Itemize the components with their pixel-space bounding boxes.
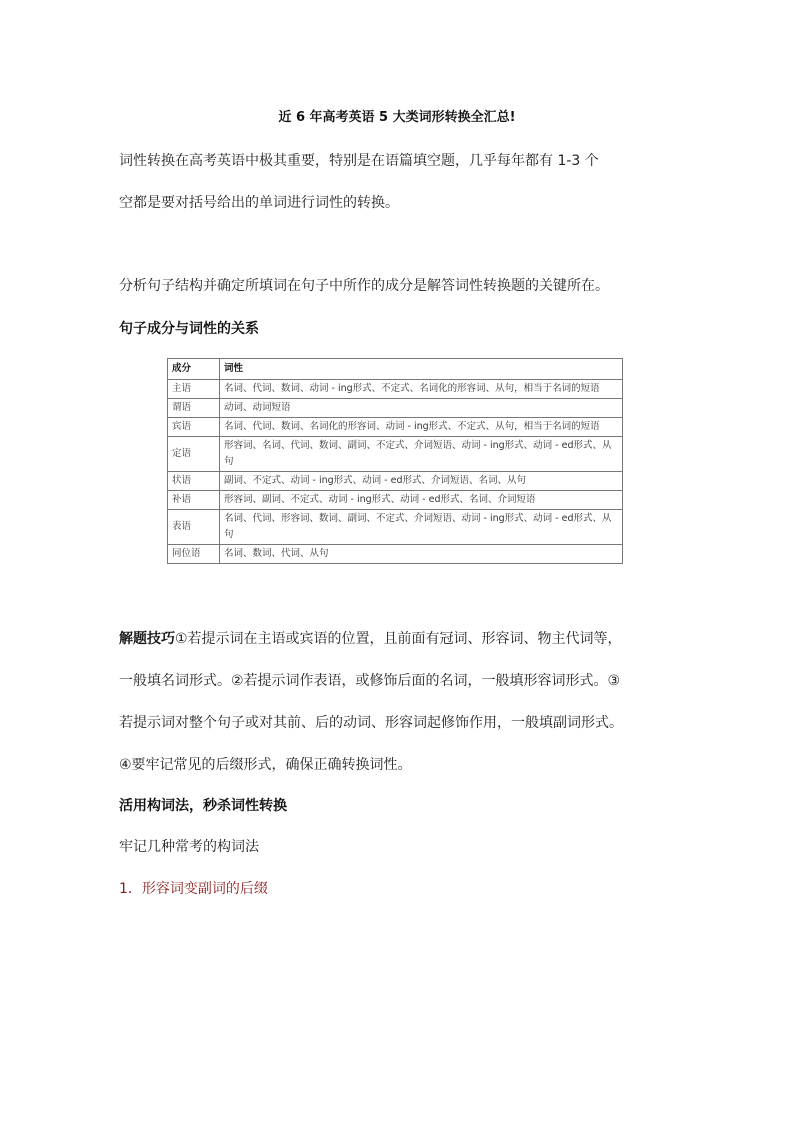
- table-cell-part: 表语: [168, 510, 220, 545]
- table-cell-pos: 名词、数词、代词、从句: [220, 545, 623, 564]
- list-item-1: 1．形容词变副词的后缀: [119, 881, 268, 897]
- intro-line-1: 词性转换在高考英语中极其重要，特别是在语篇填空题，几乎每年都有 1-3 个: [119, 153, 599, 169]
- table-row: [168, 418, 623, 437]
- table-cell-part: 同位语: [168, 545, 220, 564]
- subheading: 牢记几种常考的构词法: [119, 839, 259, 855]
- table-row: [168, 545, 623, 564]
- table-cell-pos: 名词、代词、数词、名词化的形容词、动词 - ing形式、不定式、从句，相当于名词的短语: [220, 418, 623, 437]
- tips-line-2: 一般填名词形式。②若提示词作表语，或修饰后面的名词，一般填形容词形式。③: [119, 673, 621, 689]
- table-cell-part: 定语: [168, 437, 220, 472]
- tips-line-1: [119, 628, 679, 648]
- table-row: [168, 510, 623, 545]
- table-cell-pos: 名词、代词、数词、动词 - ing形式、不定式、名词化的形容词、从句，相当于名词的短语: [220, 380, 623, 399]
- section-heading: 活用构词法，秒杀词性转换: [119, 798, 287, 814]
- table-header-row: [168, 359, 623, 380]
- table-heading: 句子成分与词性的关系: [119, 321, 259, 337]
- table-cell-part: 状语: [168, 472, 220, 491]
- table-cell-pos: 形容词、名词、代词、数词、副词、不定式、介词短语、动词 - ing形式、动词 - ed形式、从句: [220, 437, 623, 472]
- table-cell-pos: 动词、动词短语: [220, 399, 623, 418]
- tips-line-3: 若提示词对整个句子或对其前、后的动词、形容词起修饰作用，一般填副词形式。: [119, 715, 623, 731]
- tips-text-1: ①若提示词在主语或宾语的位置，且前面有冠词、形容词、物主代词等，: [175, 631, 622, 647]
- table-cell-part: 补语: [168, 491, 220, 510]
- tips-line-4: ④要牢记常见的后缀形式，确保正确转换词性。: [119, 757, 412, 773]
- table-cell-pos: 名词、代词、形容词、数词、副词、不定式、介词短语、动词 - ing形式、动词 - ed形式、从句: [220, 510, 623, 545]
- tips-label: 解题技巧: [119, 631, 175, 647]
- table-row: [168, 472, 623, 491]
- table-cell-pos: 副词、不定式、动词 - ing形式、动词 - ed形式、介词短语、名词、从句: [220, 472, 623, 491]
- table-cell-pos: 形容词、副词、不定式、动词 - ing形式、动词 - ed形式、名词、介词短语: [220, 491, 623, 510]
- analysis-paragraph: 分析句子结构并确定所填词在句子中所作的成分是解答词性转换题的关键所在。: [119, 278, 609, 294]
- table-cell-part: 宾语: [168, 418, 220, 437]
- page-title: 近 6 年高考英语 5 大类词形转换全汇总!: [278, 110, 516, 125]
- table-row: [168, 491, 623, 510]
- table-cell-part: 谓语: [168, 399, 220, 418]
- relation-table: [167, 358, 623, 564]
- table-row: [168, 380, 623, 399]
- table-cell-part: 主语: [168, 380, 220, 399]
- table-header-part: 成分: [168, 359, 220, 380]
- table-row: [168, 437, 623, 472]
- table-header-pos: 词性: [220, 359, 623, 380]
- table-row: [168, 399, 623, 418]
- intro-line-2: 空都是要对括号给出的单词进行词性的转换。: [119, 195, 399, 211]
